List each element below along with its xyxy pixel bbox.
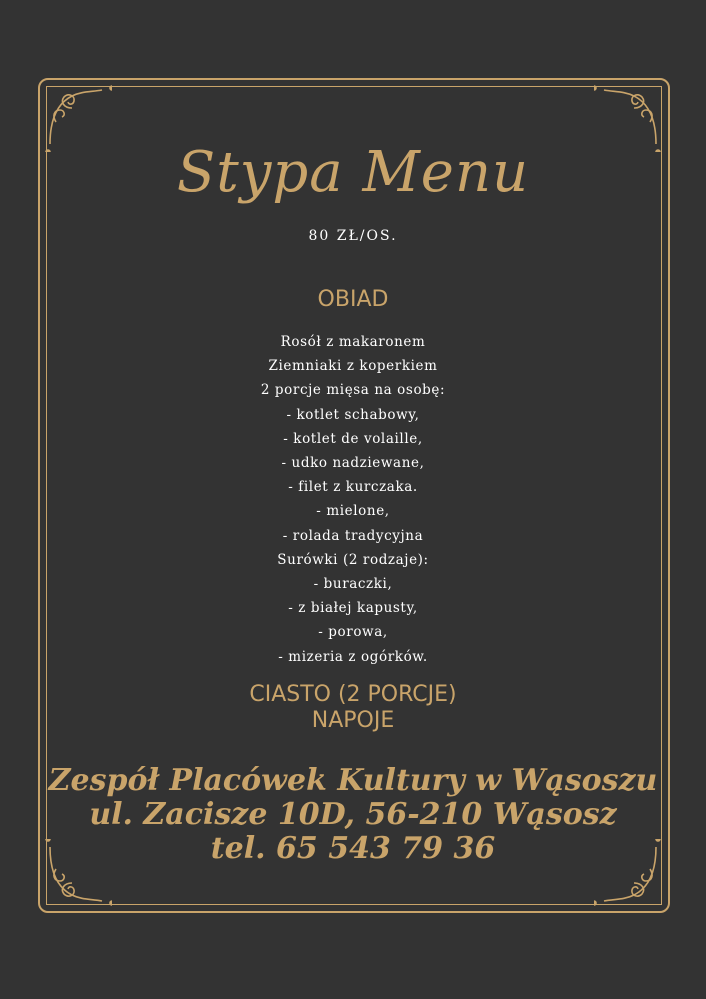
- list-item: - buraczki,: [313, 576, 393, 593]
- menu-title: Stypa Menu: [176, 140, 530, 205]
- list-item: Rosół z makaronem: [280, 334, 426, 350]
- list-item: Ziemniaki z koperkiem: [268, 358, 438, 375]
- organization-address: ul. Zacisze 10D, 56-210 Wąsosz: [89, 797, 617, 832]
- list-item: - rolada tradycyjna: [282, 527, 424, 544]
- list-item: - filet z kurczaka.: [288, 479, 418, 496]
- list-item: 2 porcje mięsa na osobę:: [260, 382, 446, 399]
- section-heading-napoje: NAPOJE: [311, 708, 395, 733]
- price-per-person: 80 ZŁ/OS.: [308, 228, 398, 244]
- list-item: - mizeria z ogórków.: [278, 648, 428, 665]
- obiad-menu-list: [0, 330, 706, 669]
- list-item: - porowa,: [318, 624, 388, 641]
- list-item: - kotlet schabowy,: [286, 406, 420, 423]
- section-heading-ciasto: CIASTO (2 PORCJE): [249, 682, 457, 707]
- list-item: Surówki (2 rodzaje):: [277, 551, 429, 568]
- organization-name: Zespół Placówek Kultury w Wąsoszu: [48, 763, 658, 798]
- list-item: - kotlet de volaille,: [283, 430, 423, 447]
- section-heading-obiad: OBIAD: [317, 287, 389, 312]
- list-item: - udko nadziewane,: [281, 455, 425, 472]
- list-item: - mielone,: [316, 503, 390, 520]
- contact-block: [0, 764, 706, 866]
- organization-phone: tel. 65 543 79 36: [210, 831, 496, 866]
- list-item: - z białej kapusty,: [288, 600, 418, 617]
